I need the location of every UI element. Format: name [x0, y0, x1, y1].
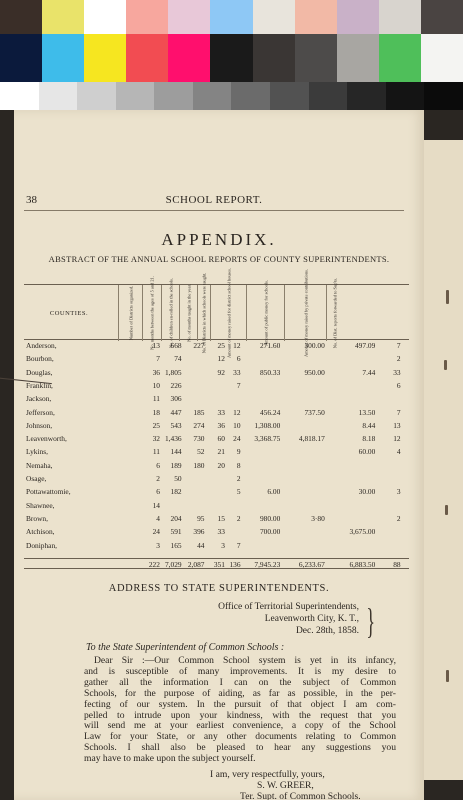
- table-cell: 4,818.17: [298, 434, 325, 444]
- color-swatch: [421, 0, 463, 34]
- color-swatch: [253, 0, 295, 34]
- table-cell: 13: [152, 341, 160, 350]
- table-cell: 668: [170, 341, 182, 350]
- county-name: Osage,: [26, 474, 47, 483]
- table-cell: 2: [156, 474, 160, 483]
- column-header-label: No. of children en-rolled in the schools.: [168, 278, 173, 348]
- table-bottom-rule: [24, 568, 409, 569]
- column-header-label: No. of months taught in the year.: [186, 284, 191, 342]
- table-row: [24, 502, 409, 511]
- table-cell: 591: [170, 527, 182, 537]
- table-cell: 12: [217, 354, 225, 364]
- table-cell: 950.00: [304, 367, 325, 377]
- table-cell: 12: [393, 434, 401, 444]
- color-swatch: [168, 0, 210, 34]
- table-cell: 456.24: [259, 407, 281, 417]
- color-swatch: [39, 82, 78, 110]
- color-swatch: [210, 0, 252, 34]
- table-row: [24, 475, 409, 484]
- color-swatch: [424, 82, 463, 110]
- table-row: [24, 515, 409, 524]
- total-cell: 6,883.50: [349, 560, 376, 569]
- table-cell: 5: [236, 487, 241, 497]
- table-cell: 306: [170, 394, 182, 404]
- color-swatch: [0, 34, 42, 82]
- table-row: [24, 409, 409, 418]
- table-cell: 7: [396, 341, 401, 350]
- column-header-label: Number of Districts organized.: [128, 285, 133, 341]
- table-cell: 3,675.00: [349, 527, 376, 537]
- table-row: [24, 528, 409, 537]
- county-name: Jackson,: [26, 394, 52, 404]
- table-cell: 25: [217, 341, 225, 350]
- table-cell: 60.00: [358, 447, 376, 457]
- table-cell: 11: [152, 447, 160, 457]
- table-cell: 52: [197, 447, 205, 457]
- total-cell: 136: [229, 560, 241, 569]
- table-cell: 92: [217, 367, 225, 377]
- table-cell: 227: [193, 341, 205, 350]
- county-name: Leavenworth,: [26, 434, 67, 444]
- letter-line: pelled to intrude upon your kindness, with the request that you: [84, 709, 396, 721]
- color-swatch: [84, 34, 126, 82]
- total-cell: 222: [148, 560, 160, 569]
- county-name: Bourbon,: [26, 354, 54, 364]
- table-cell: 7: [156, 354, 160, 364]
- table-cell: 60: [217, 434, 225, 444]
- table-cell: 6: [156, 460, 160, 470]
- letter-body: [84, 656, 396, 765]
- table-cell: 6: [156, 487, 160, 497]
- color-swatch: [421, 34, 463, 82]
- table-cell: 9: [236, 447, 241, 457]
- county-name: Pottawattomie,: [26, 487, 71, 497]
- county-name: Franklin,: [26, 380, 53, 390]
- color-calibration-chart: [0, 0, 463, 110]
- address-title: ADDRESS TO STATE SUPERINTENDENTS.: [108, 583, 330, 594]
- table-cell: 15: [217, 513, 225, 523]
- facing-page-mark: [446, 290, 449, 304]
- table-row: [24, 369, 409, 378]
- total-cell: 88: [393, 560, 401, 569]
- color-swatch: [309, 82, 348, 110]
- table-cell: 13.50: [358, 407, 376, 417]
- table-row: [24, 355, 409, 364]
- letter-line: gather all the information I can on the subject of Common: [84, 676, 396, 688]
- table-cell: 165: [170, 540, 182, 550]
- table-cell: 6: [236, 354, 241, 364]
- running-head: SCHOOL REPORT.: [165, 194, 263, 206]
- county-name: Douglas,: [26, 367, 53, 377]
- table-cell: 274: [193, 420, 205, 430]
- color-swatch: [84, 0, 126, 34]
- color-swatch: [210, 34, 252, 82]
- table-cell: 21: [217, 447, 225, 457]
- table-cell: 24: [152, 527, 160, 537]
- table-cell: 3·80: [311, 513, 325, 523]
- table-row: [24, 422, 409, 431]
- table-cell: 7: [396, 407, 401, 417]
- table-cell: 180: [193, 460, 205, 470]
- table-cell: 18: [152, 407, 160, 417]
- table-cell: 730: [193, 434, 205, 444]
- county-name: Doniphan,: [26, 540, 57, 550]
- column-header-label: No. of Districts in which schools were taught.: [201, 272, 207, 354]
- county-name: Shawnee,: [26, 500, 55, 510]
- table-cell: 980.00: [259, 513, 281, 523]
- table-cell: 850.33: [259, 367, 281, 377]
- table-cell: 25: [152, 420, 160, 430]
- table-totals-row: [24, 558, 409, 568]
- office-line-1: Office of Territorial Superintendents,: [218, 602, 359, 612]
- table-cell: 33: [217, 407, 225, 417]
- facing-page-edge: [424, 140, 463, 780]
- header-rule: [24, 210, 404, 211]
- office-line-2: Leavenworth City, K. T.,: [264, 614, 359, 624]
- county-name: Jefferson,: [26, 407, 55, 417]
- letter-line: will send me at your earliest convenience, a copy of the School: [84, 720, 396, 732]
- table-cell: 2: [396, 354, 401, 364]
- table-cell: 12: [233, 407, 241, 417]
- facing-page-mark: [446, 670, 449, 682]
- color-swatch: [0, 82, 39, 110]
- table-cell: 8.18: [362, 434, 376, 444]
- table-cell: 14: [152, 500, 160, 510]
- total-cell: 7,945.23: [254, 560, 281, 569]
- column-header-counties: COUNTIES.: [49, 309, 89, 317]
- salutation: To the State Superintendent of Common Schools :: [86, 642, 285, 653]
- table-cell: 144: [170, 447, 182, 457]
- table-cell: 33: [217, 527, 225, 537]
- color-swatch: [253, 34, 295, 82]
- table-cell: 1,308.00: [254, 420, 281, 430]
- table-row: [24, 448, 409, 457]
- color-swatch: [379, 0, 421, 34]
- table-cell: 1,436: [164, 434, 182, 444]
- color-swatch: [42, 0, 84, 34]
- column-header: [118, 285, 142, 341]
- letter-line: Law for your State, or any other documents relating to Common: [84, 731, 396, 743]
- appendix-title: APPENDIX.: [161, 230, 277, 249]
- table-cell: 11: [152, 394, 160, 404]
- color-swatch: [77, 82, 116, 110]
- table-cell: 1,805: [164, 367, 182, 377]
- page-number: 38: [26, 194, 37, 206]
- color-swatch: [193, 82, 232, 110]
- signer-name: S. W. GREER,: [257, 780, 314, 791]
- table-cell: 543: [170, 420, 182, 430]
- county-name: Johnson,: [26, 420, 53, 430]
- table-cell: 189: [170, 460, 182, 470]
- signer-title: Ter. Supt. of Common Schools.: [240, 791, 361, 800]
- table-cell: 8: [236, 460, 241, 470]
- color-swatch: [295, 34, 337, 82]
- total-cell: 7,029: [164, 560, 182, 569]
- brace-glyph: }: [366, 601, 375, 641]
- table-cell: 3: [156, 540, 160, 550]
- table-cell: 32: [152, 434, 160, 444]
- office-line-3: Dec. 28th, 1858.: [295, 626, 359, 636]
- table-row: [24, 542, 409, 551]
- table-cell: 185: [193, 407, 205, 417]
- table-cell: 24: [233, 434, 241, 444]
- letter-line: Schools. I shall also be pleased to hear any suggestions you: [84, 742, 396, 754]
- county-name: Lykins,: [26, 447, 48, 457]
- table-cell: 447: [170, 407, 182, 417]
- letter-line: Dear Sir :—Our Common School system is yet in its infancy,: [94, 655, 396, 666]
- color-swatch: [126, 34, 168, 82]
- table-cell: 2: [236, 513, 241, 523]
- table-cell: 33: [393, 367, 401, 377]
- table-cell: 4: [396, 447, 401, 457]
- table-cell: 50: [174, 474, 182, 483]
- abstract-title: ABSTRACT OF THE ANNUAL SCHOOL REPORTS OF COUNTY SUPERINTENDENTS.: [48, 254, 390, 264]
- column-header-label: Amount of money raised by private contributions.: [303, 269, 308, 357]
- facing-page-mark: [444, 360, 447, 370]
- table-cell: 8.44: [362, 420, 376, 430]
- table-cell: 3: [221, 540, 225, 550]
- letter-line: may have to make upon the subject yourself.: [84, 753, 256, 765]
- total-cell: 2,087: [187, 560, 205, 569]
- column-header-label: Amount of money raised for district school houses.: [226, 268, 231, 358]
- color-swatch: [42, 34, 84, 82]
- column-header: [326, 277, 343, 349]
- table-cell: 737.50: [304, 407, 325, 417]
- color-swatch: [168, 34, 210, 82]
- color-swatch: [126, 0, 168, 34]
- table-cell: 396: [193, 527, 205, 537]
- color-swatch: [337, 0, 379, 34]
- county-name: Nemaha,: [26, 460, 53, 470]
- table-row: [24, 395, 409, 404]
- table-cell: 95: [197, 513, 205, 523]
- letter-line: fecting of our system. In the pursuit of that object I am com-: [84, 698, 396, 710]
- book-page: [14, 110, 424, 800]
- table-row: [24, 382, 409, 391]
- column-header: [179, 285, 197, 341]
- table-cell: 44: [197, 540, 205, 550]
- table-cell: 36: [152, 367, 160, 377]
- table-cell: 2: [236, 474, 241, 483]
- letter-line: Schools, for the purpose of aiding, as far as possible, in the per-: [84, 687, 396, 699]
- table-cell: 7.44: [362, 367, 376, 377]
- table-cell: 12: [233, 341, 241, 350]
- grayscale-strip: [0, 82, 463, 110]
- table-cell: 3,368.75: [254, 434, 281, 444]
- color-swatch: [116, 82, 155, 110]
- color-swatch: [347, 82, 386, 110]
- calibration-row-1: [0, 0, 463, 34]
- table-cell: 182: [170, 487, 182, 497]
- table-row: [24, 488, 409, 497]
- color-swatch: [295, 0, 337, 34]
- facing-page-mark: [445, 505, 448, 515]
- county-name: Brown,: [26, 513, 48, 523]
- table-cell: 497.09: [354, 341, 376, 350]
- table-row: [24, 462, 409, 471]
- table-cell: 10: [152, 380, 160, 390]
- table-cell: 7: [236, 540, 241, 550]
- color-swatch: [231, 82, 270, 110]
- table-cell: 33: [233, 367, 241, 377]
- table-row: [24, 342, 409, 351]
- table-cell: 7: [236, 380, 241, 390]
- table-cell: 3: [396, 487, 401, 497]
- table-cell: 226: [170, 380, 182, 390]
- table-cell: 36: [217, 420, 225, 430]
- color-swatch: [270, 82, 309, 110]
- total-cell: 351: [213, 560, 225, 569]
- color-swatch: [154, 82, 193, 110]
- county-name: Atchison,: [26, 527, 55, 537]
- county-name: Anderson,: [26, 341, 57, 350]
- table-cell: 4: [156, 513, 160, 523]
- page-header: [24, 194, 404, 208]
- table-cell: 74: [174, 354, 182, 364]
- table-cell: 30.00: [358, 487, 376, 497]
- table-cell: 204: [170, 513, 182, 523]
- table-cell: 6: [396, 380, 401, 390]
- column-header-label: No. of Dist. reports forwarded to Sup'ts.: [332, 277, 338, 349]
- color-swatch: [386, 82, 425, 110]
- table-cell: 13: [393, 420, 401, 430]
- table-cell: 10: [233, 420, 241, 430]
- table-row: [24, 435, 409, 444]
- letter-line: and is susceptible of many improvements. It is my desire to: [84, 665, 396, 677]
- total-cell: 6,233.67: [298, 560, 325, 569]
- closing: I am, very respectfully, yours,: [210, 769, 325, 780]
- calibration-row-2: [0, 34, 463, 82]
- color-swatch: [0, 0, 42, 34]
- table-cell: 700.00: [259, 527, 281, 537]
- table-cell: 300.00: [304, 341, 325, 350]
- table-cell: 6.00: [267, 487, 281, 497]
- table-cell: 2: [396, 513, 401, 523]
- table-cell: 20: [217, 460, 225, 470]
- column-header-label: No. months between the ages of 5 and 21.: [149, 276, 155, 350]
- table-cell: 271.60: [259, 341, 281, 350]
- column-header-label: Amount of public money for schools.: [263, 280, 268, 346]
- color-swatch: [379, 34, 421, 82]
- color-swatch: [337, 34, 379, 82]
